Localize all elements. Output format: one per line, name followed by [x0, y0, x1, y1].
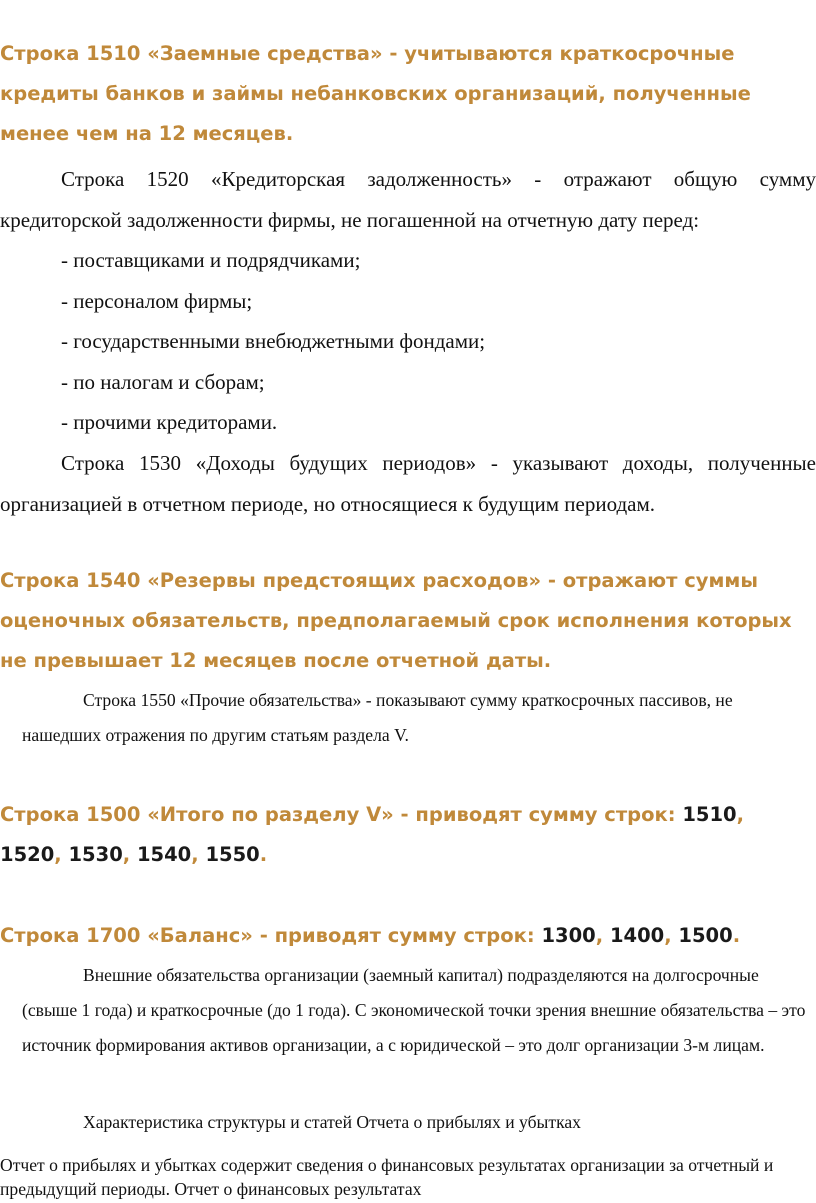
heading-line-1500	[0, 795, 810, 875]
list-item: - персоналом фирмы;	[61, 288, 253, 313]
list-item: - государственными внебюджетными фондами;	[61, 329, 486, 353]
line-number: 1520	[0, 843, 55, 866]
line-number: 1550	[205, 843, 260, 866]
line-number: 1540	[136, 843, 192, 866]
line-number: 1300	[541, 924, 596, 947]
heading-line-1700	[0, 916, 810, 956]
section-title: Характеристика структуры и статей Отчета о прибылях и убытках	[83, 1112, 581, 1132]
separator: ,	[54, 843, 69, 866]
separator: ,	[664, 924, 679, 947]
list-item: - поставщиками и подрядчиками;	[61, 248, 361, 272]
creditor-list	[61, 240, 801, 443]
line-number: 1400	[609, 924, 665, 947]
paragraph-external-obligations: Внешние обязательства организации (заемный капитал) подразделяются на долгосрочные (свыше 1 года) и краткосрочные (до 1 года). С экономической точки зрения внешние обязательства – это источник формирования активов организации, а с юридической – это долг организации 3-м лицам.	[22, 965, 806, 1055]
line-number: 1530	[68, 843, 123, 866]
heading-1700-prefix: Строка 1700 «Баланс» - приводят сумму строк:	[0, 924, 542, 947]
list-item: - прочими кредиторами.	[61, 410, 278, 434]
heading-1500-prefix: Строка 1500 «Итого по разделу V» - приводят сумму строк:	[0, 803, 683, 826]
line-number: 1500	[678, 924, 733, 947]
terminal-period: .	[732, 924, 741, 947]
paragraph-line-1520: Строка 1520 «Кредиторская задолженность» - отражают общую сумму кредиторской задолженности фирмы, не погашенной на отчетную дату перед:	[0, 167, 816, 232]
separator: ,	[191, 843, 206, 866]
line-number: 1510	[682, 803, 737, 826]
separator: ,	[736, 803, 745, 826]
paragraph-line-1550: Строка 1550 «Прочие обязательства» - показывают сумму краткосрочных пассивов, не нашедших отражения по другим статьям раздела V.	[22, 690, 733, 745]
terminal-period: .	[259, 843, 268, 866]
separator: ,	[122, 843, 137, 866]
heading-line-1510: Строка 1510 «Заемные средства» - учитываются краткосрочные кредиты банков и займы небанковских организаций, полученные менее чем на 12 месяцев.	[0, 42, 751, 145]
paragraph-income-statement: Отчет о прибылях и убытках содержит сведения о финансовых результатах организации за отчетный и предыдущий периоды. Отчет о финансовых результатах	[0, 1155, 774, 1199]
list-item: - по налогам и сборам;	[61, 369, 265, 394]
heading-line-1540: Строка 1540 «Резервы предстоящих расходов» - отражают суммы оценочных обязательств, предполагаемый срок исполнения которых не превышает 12 месяцев после отчетной даты.	[0, 569, 792, 672]
paragraph-line-1530: Строка 1530 «Доходы будущих периодов» - указывают доходы, полученные организацией в отчетном периоде, но относящиеся к будущим периодам.	[0, 451, 816, 516]
separator: ,	[595, 924, 610, 947]
